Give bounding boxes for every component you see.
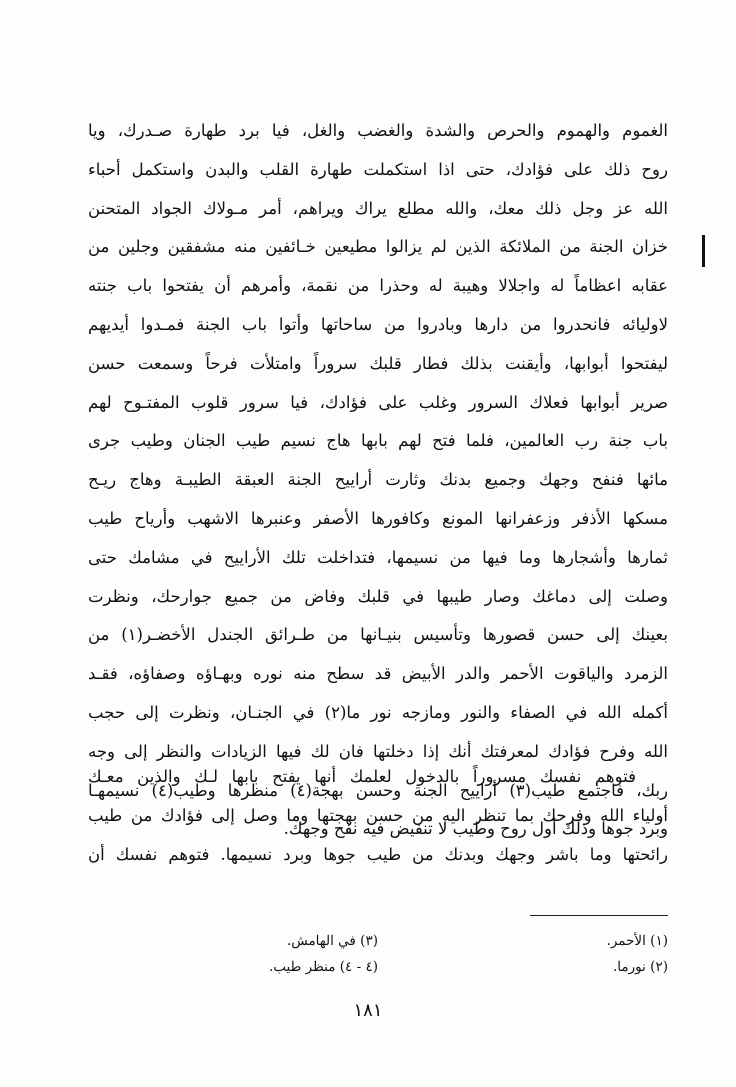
footnote-2: (٢) نورما.: [613, 959, 668, 975]
body-line: أكمله الله في الصفاء والنور ومازجه نور ما(٢) في الجنـان، ونظرت إلى حجب: [88, 702, 668, 722]
paragraph-1: [88, 112, 668, 849]
body-line: وصلت إلى دماغك وصار طيبها في قلبك وفاض من جميع جوارحك، ونظرت: [88, 586, 668, 606]
body-line: صرير أبوابها فعلاك السرور وغلب على فؤادك، فيا سرور قلوب المفتـوح لهم: [88, 392, 668, 412]
body-line: أولياء الله وفرحك بما تنظر اليه من حسن بهجتها وما وصل إلى فؤادك من طيب: [88, 805, 668, 825]
body-line: ثمارها وأشجارها وما فيها من نسيمها، فتداخلت تلك الأراييح في مشامك حتى: [88, 547, 668, 567]
body-line: الزمرد والياقوت الأحمر والدر الأبيض قد سطح منه نوره وبهـاؤه وصفاؤه، فقـد: [88, 664, 668, 684]
body-line: وبرد جوها وذلك أول روح وطيب لا تنفيض فيه نفح وجهك.: [283, 819, 668, 839]
body-line: بعينك إلى حسن قصورها وتأسيس بنيـانها من طـرائق الجندل الأخضـر(١) من: [88, 625, 668, 645]
body-line: مائها فنفح وجهك وجميع بدنك وثارت أراييح الجنة العبقة الطيبـة وهاج ريـح: [88, 470, 668, 490]
body-line: عقابه اعظاماً له واجلالا وهيبة له وحذرا من نقمة، وأمرهم أن يفتحوا باب جنته: [88, 276, 668, 296]
footnotes-column-right: [408, 928, 668, 980]
footnote-3: (٣) في الهامش.: [286, 933, 378, 949]
footnote-divider: [530, 915, 668, 916]
footnote-1: (١) الأحمر.: [606, 933, 668, 949]
body-line: الغموم والهموم والحرص والشدة والغضب والغل، فيا برد طهارة صـدرك، ويا: [88, 121, 668, 140]
body-line: روح ذلك على فؤادك، حتى اذا استكملت طهارة القلب والبدن واستكمل أحباء: [88, 159, 668, 179]
body-line: لاوليائه فانحدروا من دارها وبادروا من ساحاتها وأتوا باب الجنة فمـدوا أيديهم: [88, 314, 668, 334]
body-line: ليفتحوا أبوابها، وأيقنت بذلك فطار قلبك سروراً وامتلأت فرحاً وسمعت حسن: [88, 353, 668, 373]
body-line: الله وفرح فؤادك لمعرفتك أنك إذا دخلتها فان لك فيها الزيادات والنظر إلى وجه: [88, 741, 668, 761]
body-line: الله عز وجل ذلك معك، والله مطلع يراك ويراهم، أمر مـولاك الجواد المتحنن: [88, 198, 668, 218]
body-line: رائحتها وما باشر وجهك وبدنك من طيب جوها وبرد نسيمها. فتوهم نفسك أن: [88, 844, 668, 864]
footnotes-column-left: [118, 928, 378, 980]
body-line: فتوهم نفسك مسروراً بالدخول لعلمك أنها يفتح بابها لـك والذين معـك: [88, 767, 636, 786]
body-line: خزان الجنة من الملائكة الذين لم يزالوا مطيعين خـائفين منه مشفقين وجلين من: [88, 237, 668, 257]
body-line: مسكها الأذفر وزعفرانها المونع وكافورها الأصفر وعنبرها الاشهب وأرياح طيب: [88, 508, 668, 528]
paragraph-2: [88, 758, 668, 874]
margin-mark: [702, 235, 705, 267]
body-line: باب جنة رب العالمين، فلما فتح لهم بابها هاج نسيم طيب الجنان وطيب جرى: [88, 431, 668, 451]
footnote-4: (٤ - ٤) منظر طيب.: [268, 959, 378, 975]
body-line: ربك، فاجتمع طيب(٣) أراييح الجنة وحسن بهجة(٤) منظرها وطيب(٤) نسيمهـا: [88, 780, 668, 800]
page-number: ١٨١: [353, 1000, 383, 1021]
